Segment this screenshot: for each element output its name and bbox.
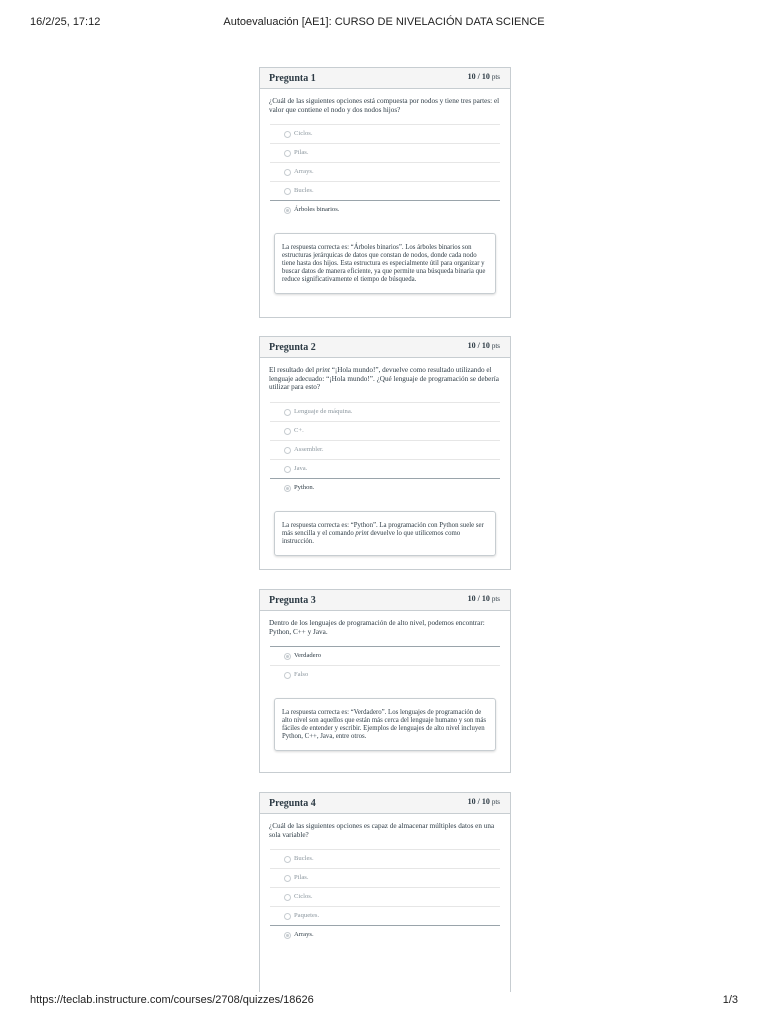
answer-option[interactable] [270,849,500,868]
score-unit: pts [491,595,500,603]
answer-option[interactable] [270,906,500,925]
answer-label: Python. [294,483,315,491]
print-header [30,16,738,32]
answer-label: Assembler. [294,445,324,453]
answer-option-selected[interactable] [270,200,500,219]
print-datetime: 16/2/25, 17:12 [30,16,101,28]
answer-label: Arrays. [294,931,314,938]
answer-label: Bucles. [294,855,314,862]
answer-option[interactable] [270,402,500,421]
question-title: Pregunta 4 [269,798,316,809]
answer-option[interactable] [270,181,500,200]
radio-icon[interactable] [284,428,291,435]
score-value: 10 / 10 [467,341,490,350]
radio-icon[interactable] [284,466,291,473]
question-card-2 [259,336,511,570]
answer-list [270,849,500,944]
answer-feedback: La respuesta correcta es: “Árboles binarios”. Los árboles binarios son estructuras jerárquicas de datos que constan de nodos, donde cada nodo tiene hasta dos hijos. Esta estructura es especialmente útil para organizar y buscar datos de manera eficiente, ya que permite una búsqueda binaria que reduce significativamente el tiempo de búsqueda. [274,233,496,294]
question-title: Pregunta 1 [269,73,316,84]
radio-icon[interactable] [284,409,291,416]
answer-label: Lenguaje de máquina. [294,407,353,415]
question-header [260,590,510,611]
radio-selected-icon[interactable] [284,932,291,939]
answer-label: Java. [294,464,308,472]
answer-label: Bucles. [294,187,314,194]
answer-option[interactable] [270,143,500,162]
radio-icon[interactable] [284,447,291,454]
answer-label: Falso [294,671,309,678]
feedback-text-part: La respuesta correcta es: “Python”. La programación con Python suele ser más sencilla y el comando [282,521,484,537]
question-text-code: print [315,366,330,374]
question-score [468,72,500,81]
answer-label: Pilas. [294,149,309,156]
answer-feedback [274,511,496,556]
print-title: Autoevaluación [AE1]: CURSO DE NIVELACIÓN DATA SCIENCE [223,16,545,28]
answer-label: Ciclos. [294,130,313,137]
answer-label: Arrays. [294,168,314,175]
question-text-part: El resultado del [269,366,316,374]
question-score [468,797,500,806]
answer-option[interactable] [270,440,500,459]
answer-label: C+. [294,426,304,434]
question-title: Pregunta 2 [269,342,316,353]
answer-option-selected[interactable] [270,925,500,944]
answer-option[interactable] [270,421,500,440]
feedback-text-part: devuelve lo que utilicemos como instrucción. [282,529,461,545]
radio-icon[interactable] [284,856,291,863]
radio-selected-icon[interactable] [284,207,291,214]
score-value: 10 / 10 [467,72,490,81]
question-text: ¿Cuál de las siguientes opciones está compuesta por nodos y tiene tres partes: el valor que contiene el nodo y dos nodos hijos? [269,97,500,114]
question-text: Dentro de los lenguajes de programación de alto nivel, podemos encontrar: Python, C++ y Java. [269,619,485,636]
radio-icon[interactable] [284,875,291,882]
answer-option[interactable] [270,665,500,684]
radio-selected-icon[interactable] [284,653,291,660]
answer-option-selected[interactable] [270,646,500,665]
question-score [468,594,500,603]
print-footer [30,994,738,1010]
print-url: https://teclab.instructure.com/courses/2708/quizzes/18626 [30,994,314,1006]
answer-label: Verdadero [294,652,322,659]
question-score [468,341,500,350]
question-card-1 [259,67,511,318]
answer-label: Pilas. [294,874,309,881]
score-unit: pts [491,798,500,806]
question-card-4 [259,792,511,992]
radio-icon[interactable] [284,913,291,920]
radio-selected-icon[interactable] [284,485,291,492]
radio-icon[interactable] [284,672,291,679]
radio-icon[interactable] [284,188,291,195]
question-text [260,358,510,392]
answer-feedback: La respuesta correcta es: “Verdadero”. Los lenguajes de programación de alto nivel son aquellos que están más cerca del lenguaje humano y son más fáciles de entender y escribir. Ejemplos de lenguajes de alto nivel incluyen Python, C++, Java, entre otros. [274,698,496,751]
question-text: ¿Cuál de las siguientes opciones es capaz de almacenar múltiples datos en una sola variable? [269,822,495,839]
radio-icon[interactable] [284,894,291,901]
score-unit: pts [491,73,500,81]
question-header [260,337,510,358]
question-card-3 [259,589,511,773]
answer-label: Paquetes. [294,912,320,919]
page-number: 1/3 [722,994,738,1006]
question-header [260,793,510,814]
score-value: 10 / 10 [467,594,490,603]
answer-option-selected[interactable] [270,478,500,497]
answer-option[interactable] [270,868,500,887]
answer-option[interactable] [270,887,500,906]
answer-label: Árboles binarios. [294,206,340,213]
answer-option[interactable] [270,459,500,478]
score-value: 10 / 10 [467,797,490,806]
answer-list [270,646,500,684]
answer-list [270,402,500,497]
radio-icon[interactable] [284,150,291,157]
score-unit: pts [491,342,500,350]
question-header [260,68,510,89]
answer-option[interactable] [270,124,500,143]
radio-icon[interactable] [284,131,291,138]
answer-option[interactable] [270,162,500,181]
answer-label: Ciclos. [294,893,313,900]
feedback-text-code: print [355,529,369,537]
answer-list [270,124,500,219]
radio-icon[interactable] [284,169,291,176]
question-text-part: “¡Hola mundo!”, devuelve como resultado utilizando el lenguaje adecuado: “¡Hola mundo!”. ¿Qué lenguaje de programación se debería utilizar para esto? [269,366,499,391]
question-title: Pregunta 3 [269,595,316,606]
